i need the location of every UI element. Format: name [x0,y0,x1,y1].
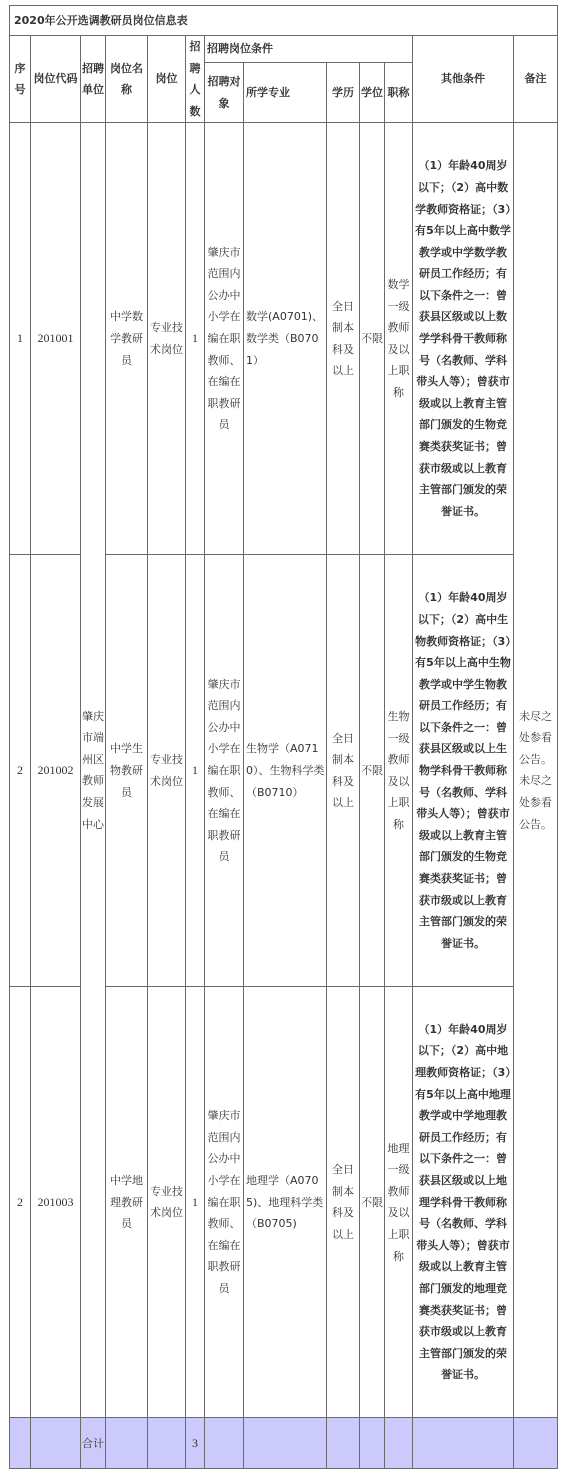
cell-post: 专业技术岗位 [148,555,186,987]
cell-post-code: 201001 [31,123,81,555]
cell-degree: 不限 [360,555,385,987]
cell-post: 专业技术岗位 [148,987,186,1418]
cell-degree: 不限 [360,987,385,1418]
header-post-code: 岗位代码 [31,36,81,123]
cell-target: 肇庆市范围内公办中小学在编在职教师、在编在职教研员 [205,555,244,987]
cell-count: 1 [186,555,205,987]
total-empty-cell [205,1418,244,1469]
total-empty-cell [148,1418,186,1469]
cell-education: 全日制本科及以上 [327,555,360,987]
cell-seq: 1 [10,123,31,555]
cell-other: （1）年龄40周岁以下；（2）高中地理教师资格证；（3）有5年以上高中地理教学或中学地理教研员工作经历；有以下条件之一：曾获县区级或以上地理学科骨干教师称号（名教师、学科带头人等）；曾获市级或以上教育主管部门颁发的地理竞赛类获奖证书；曾获市级或以上教育主管部门颁发的荣誉证书。 [413,987,514,1418]
total-empty-cell [10,1418,31,1469]
recruitment-table [9,5,558,1469]
cell-count: 1 [186,123,205,555]
total-empty-cell [413,1418,514,1469]
header-count: 招聘人数 [186,36,205,123]
total-label: 合计 [81,1418,106,1469]
cell-title: 数学一级教师及以上职称 [385,123,413,555]
cell-major: 生物学（A0710）、生物科学类（B0710） [244,555,327,987]
cell-education: 全日制本科及以上 [327,987,360,1418]
cell-major: 地理学（A0705)、地理科学类（B0705) [244,987,327,1418]
cell-target: 肇庆市范围内公办中小学在编在职教师、在编在职教研员 [205,123,244,555]
cell-major: 数学(A0701)、数学类（B0701） [244,123,327,555]
header-unit: 招聘单位 [81,36,106,123]
cell-post-name: 中学生物教研员 [106,555,148,987]
table-title: 2020年公开选调教研员岗位信息表 [10,6,558,36]
total-count: 3 [186,1418,205,1469]
header-education: 学历 [327,63,360,123]
cell-other: （1）年龄40周岁以下；（2）高中生物教师资格证；（3）有5年以上高中生物教学或中学生物教研员工作经历；有以下条件之一：曾获县区级或以上生物学科骨干教师称号（名教师、学科带头人等）；曾获市级或以上教育主管部门颁发的生物竞赛类获奖证书；曾获市级或以上教育主管部门颁发的荣誉证书。 [413,555,514,987]
cell-seq: 2 [10,987,31,1418]
total-empty-cell [327,1418,360,1469]
header-row-1 [10,36,558,63]
cell-post: 专业技术岗位 [148,123,186,555]
total-empty-cell [385,1418,413,1469]
cell-other: （1）年龄40周岁以下；（2）高中数学教师资格证；（3）有5年以上高中数学教学或中学数学教研员工作经历；有以下条件之一：曾获县区级或以上数学学科骨干教师称号（名教师、学科带头人等）；曾获市级或以上教育主管部门颁发的生物竞赛类获奖证书；曾获市级或以上教育主管部门颁发的荣誉证书。 [413,123,514,555]
cell-unit: 肇庆市端州区教师发展中心 [81,123,106,1418]
cell-post-code: 201003 [31,987,81,1418]
header-major: 所学专业 [244,63,327,123]
header-other: 其他条件 [413,36,514,123]
cell-target: 肇庆市范围内公办中小学在编在职教师、在编在职教研员 [205,987,244,1418]
total-empty-cell [106,1418,148,1469]
header-degree: 学位 [360,63,385,123]
header-post: 岗位 [148,36,186,123]
cell-post-name: 中学地理教研员 [106,987,148,1418]
total-empty-cell [244,1418,327,1469]
cell-remark: 未尽之处参看公告。未尽之处参看公告。 [514,123,558,1418]
total-row [10,1418,558,1469]
cell-seq: 2 [10,555,31,987]
header-post-name: 岗位名称 [106,36,148,123]
cell-post-code: 201002 [31,555,81,987]
cell-post-name: 中学数学教研员 [106,123,148,555]
header-target: 招聘对象 [205,63,244,123]
header-title: 职称 [385,63,413,123]
title-row [10,6,558,36]
header-remark: 备注 [514,36,558,123]
total-empty-cell [514,1418,558,1469]
table-row [10,123,558,555]
cell-education: 全日制本科及以上 [327,123,360,555]
header-conditions: 招聘岗位条件 [205,36,413,63]
cell-title: 生物一级教师及以上职称 [385,555,413,987]
cell-title: 地理一级教师及以上职称 [385,987,413,1418]
total-empty-cell [360,1418,385,1469]
cell-degree: 不限 [360,123,385,555]
cell-count: 1 [186,987,205,1418]
header-seq: 序号 [10,36,31,123]
total-empty-cell [31,1418,81,1469]
